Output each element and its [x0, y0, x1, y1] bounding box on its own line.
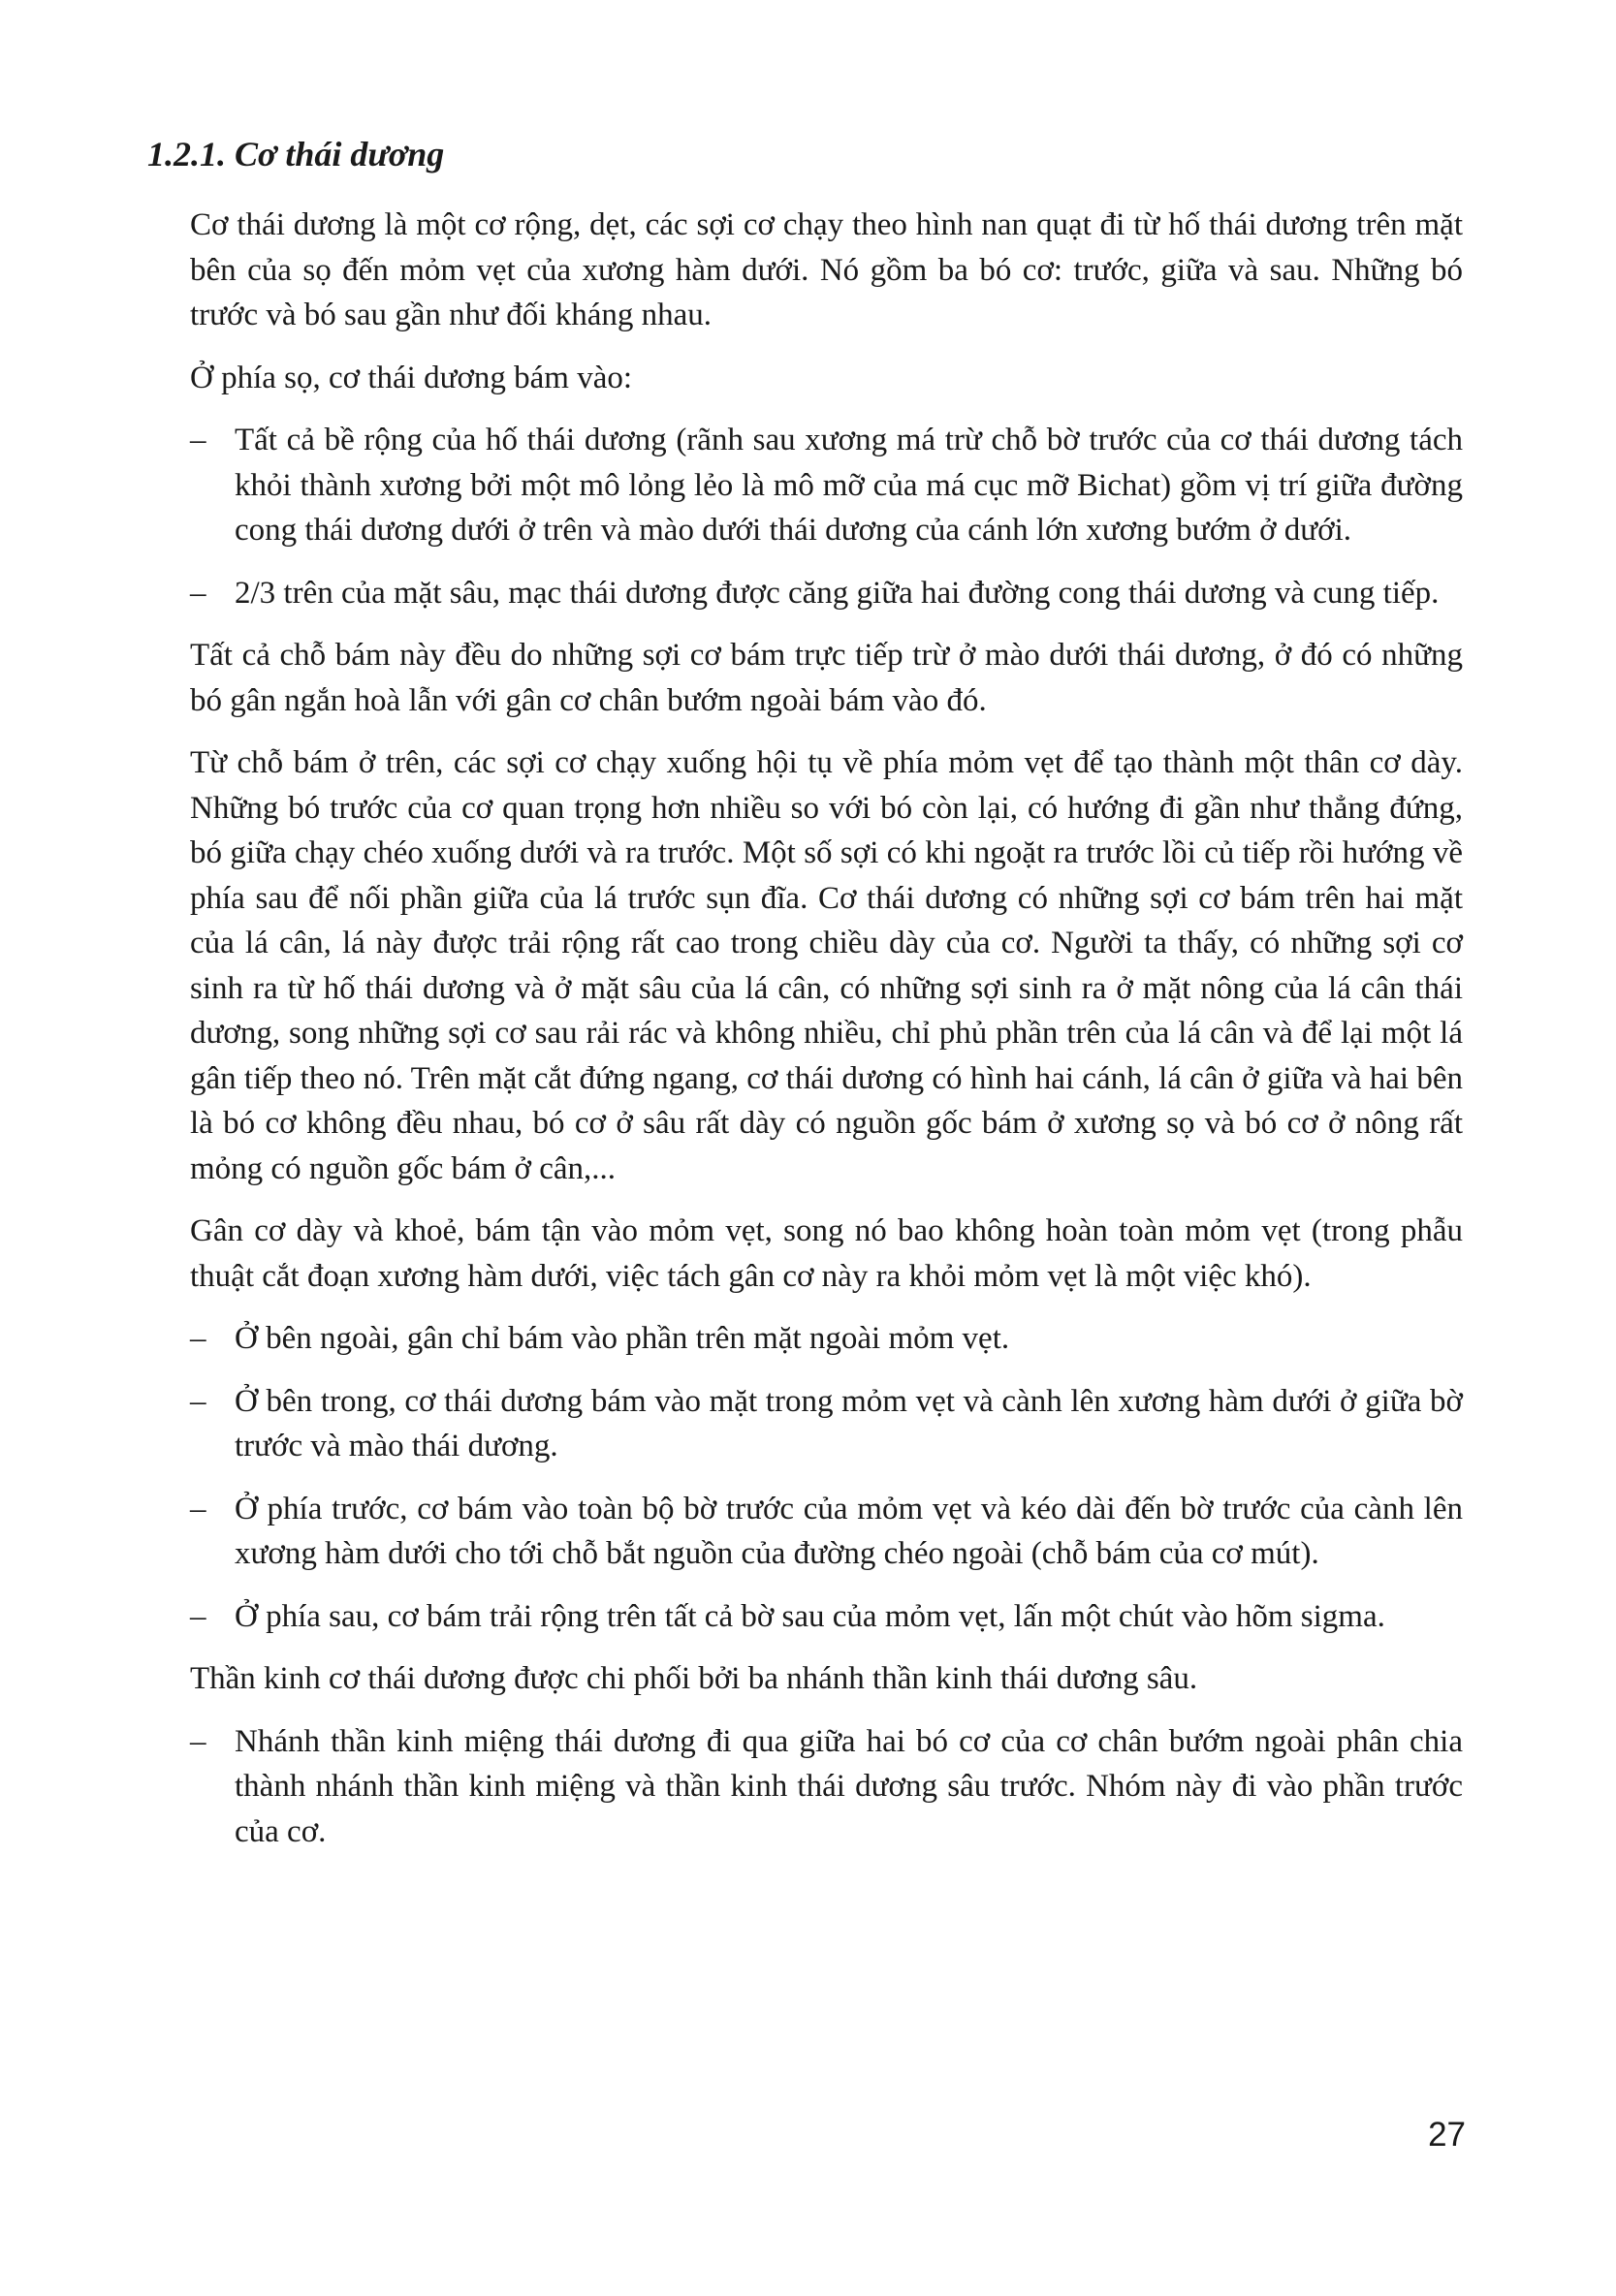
dash-list: [190, 418, 1463, 615]
paragraph: Ở phía sọ, cơ thái dương bám vào:: [190, 360, 633, 395]
list-item: – Tất cả bề rộng của hố thái dương (rãnh sau xương má trừ chỗ bờ trước của cơ thái dương tách khỏi thành xương bởi một mô lỏng lẻo là mô mỡ của má cục mỡ Bichat) gồm vị trí giữa đường cong thái dương dưới ở trên và mào dưới thái dương của cánh lớn xương bướm ở dưới.: [190, 418, 1463, 553]
list-item: – Ở phía trước, cơ bám vào toàn bộ bờ trước của mỏm vẹt và kéo dài đến bờ trước của cành lên xương hàm dưới cho tới chỗ bắt nguồn của đường chéo ngoài (chỗ bám của cơ mút).: [190, 1487, 1463, 1577]
list-item: – Ở bên ngoài, gân chỉ bám vào phần trên mặt ngoài mỏm vẹt.: [190, 1316, 1463, 1362]
page-number: 27: [1428, 2116, 1466, 2154]
dash-list: [190, 1316, 1463, 1639]
paragraph: Thần kinh cơ thái dương được chi phối bởi ba nhánh thần kinh thái dương sâu.: [190, 1661, 1198, 1696]
list-item: – 2/3 trên của mặt sâu, mạc thái dương được căng giữa hai đường cong thái dương và cung tiếp.: [190, 571, 1463, 616]
list-item: – Nhánh thần kinh miệng thái dương đi qua giữa hai bó cơ của cơ chân bướm ngoài phân chia thành nhánh thần kinh miệng và thần kinh thái dương sâu trước. Nhóm này đi vào phần trước của cơ.: [190, 1719, 1463, 1855]
list-item: – Ở phía sau, cơ bám trải rộng trên tất cả bờ sau của mỏm vẹt, lấn một chút vào hõm sigma.: [190, 1594, 1463, 1640]
section-heading: 1.2.1. Cơ thái dương: [147, 135, 445, 173]
paragraph: Từ chỗ bám ở trên, các sợi cơ chạy xuống hội tụ về phía mỏm vẹt để tạo thành một thân cơ dày. Những bó trước của cơ quan trọng hơn nhiều so với bó còn lại, có hướng đi gần như thẳng đứng, bó giữa chạy chéo xuống dưới và ra trước. Một số sợi có khi ngoặt ra trước lồi củ tiếp rồi hướng về phía sau để nối phần giữa của lá trước sụn đĩa. Cơ thái dương có những sợi cơ bám trên hai mặt của lá cân, lá này được trải rộng rất cao trong chiều dày của cơ. Người ta thấy, có những sợi cơ sinh ra từ hố thái dương và ở mặt sâu của lá cân, có những sợi sinh ra ở mặt nông của lá cân thái dương, song những sợi cơ sau rải rác và không nhiều, chỉ phủ phần trên của lá cân và để lại một lá gân tiếp theo nó. Trên mặt cắt đứng ngang, cơ thái dương có hình hai cánh, lá cân ở giữa và hai bên là bó cơ không đều nhau, bó cơ ở sâu rất dày có nguồn gốc bám ở xương sọ và bó cơ ở nông rất mỏng có nguồn gốc bám ở cân,...: [190, 745, 1463, 1186]
list-item: – Ở bên trong, cơ thái dương bám vào mặt trong mỏm vẹt và cành lên xương hàm dưới ở giữa bờ trước và mào thái dương.: [190, 1379, 1463, 1469]
section-body: [190, 203, 1463, 1871]
dash-list: [190, 1719, 1463, 1855]
paragraph: Gân cơ dày và khoẻ, bám tận vào mỏm vẹt, song nó bao không hoàn toàn mỏm vẹt (trong phẫu thuật cắt đoạn xương hàm dưới, việc tách gân cơ này ra khỏi mỏm vẹt là một việc khó).: [190, 1213, 1463, 1294]
paragraph: Cơ thái dương là một cơ rộng, dẹt, các sợi cơ chạy theo hình nan quạt đi từ hố thái dương trên mặt bên của sọ đến mỏm vẹt của xương hàm dưới. Nó gồm ba bó cơ: trước, giữa và sau. Những bó trước và bó sau gần như đối kháng nhau.: [190, 207, 1463, 332]
paragraph: Tất cả chỗ bám này đều do những sợi cơ bám trực tiếp trừ ở mào dưới thái dương, ở đó có những bó gân ngắn hoà lẫn với gân cơ chân bướm ngoài bám vào đó.: [190, 638, 1463, 718]
